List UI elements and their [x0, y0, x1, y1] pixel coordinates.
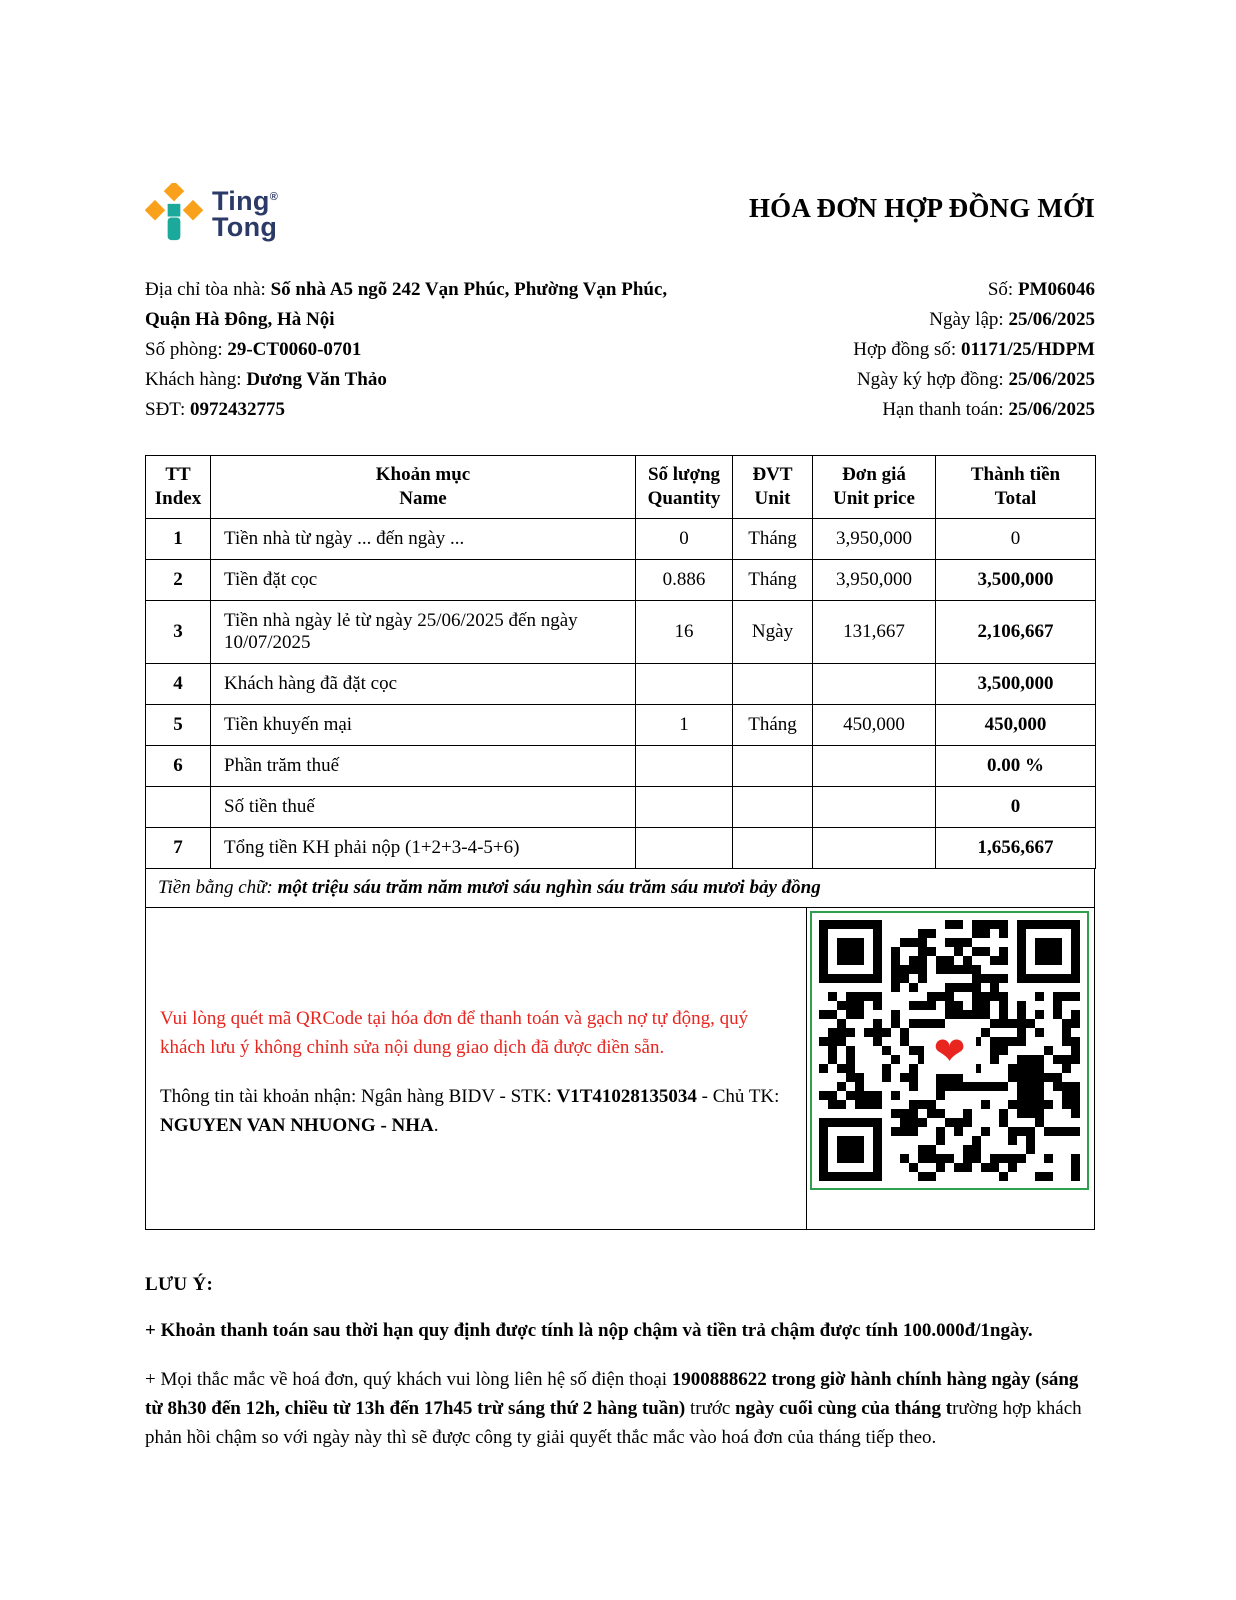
qr-code	[810, 911, 1089, 1190]
customer-phone-label: SĐT:	[145, 399, 190, 420]
logo-text	[212, 184, 278, 240]
payment-section	[145, 908, 1095, 1230]
table-header	[146, 456, 1096, 519]
invoice-number-label: Số:	[987, 279, 1018, 300]
customer-phone-value: 0972432775	[189, 399, 285, 420]
invoice-details	[853, 275, 1095, 425]
customer-info	[145, 275, 690, 425]
contract-number-value: 01171/25/HDPM	[960, 339, 1095, 360]
table-row: 3 Tiền nhà ngày lẻ từ ngày 25/06/2025 đến ngày 10/07/2025 16 Ngày 131,667 2,106,667	[146, 601, 1096, 664]
account-info-suffix: .	[433, 1115, 439, 1136]
table-row: 7 Tổng tiền KH phải nộp (1+2+3-4-5+6) 1,656,667	[146, 828, 1096, 869]
invoice-meta	[145, 275, 1095, 425]
contract-sign-date	[853, 365, 1095, 395]
col-header-total: Thành tiền Total	[936, 456, 1096, 519]
contact-note-part1: + Mọi thắc mắc về hoá đơn, quý khách vui lòng liên hệ số điện thoại	[145, 1369, 672, 1390]
invoice-number-value: PM06046	[1017, 279, 1095, 300]
payment-instructions	[146, 908, 807, 1229]
amount-in-words	[145, 869, 1095, 908]
header	[145, 183, 1095, 241]
late-payment-note: + Khoản thanh toán sau thời hạn quy định được tính là nộp chậm và tiền trả chậm được tính 100.000đ/1ngày.	[145, 1320, 1033, 1341]
table-row: 6 Phần trăm thuế 0.00 %	[146, 746, 1096, 787]
room-number	[145, 335, 690, 365]
building-address-value: Số nhà A5 ngõ 242 Vạn Phúc, Phường Vạn Phúc, Quận Hà Đông, Hà Nội	[145, 279, 668, 330]
payment-due-date	[853, 395, 1095, 425]
tingtong-logo-icon	[145, 183, 203, 241]
issue-date-label: Ngày lập:	[929, 309, 1009, 330]
contract-sign-date-label: Ngày ký hợp đồng:	[856, 369, 1009, 390]
issue-date-value: 25/06/2025	[1008, 309, 1095, 330]
table-row: 1 Tiền nhà từ ngày ... đến ngày ... 0 Tháng 3,950,000 0	[146, 519, 1096, 560]
contract-number-label: Hợp đồng số:	[853, 339, 961, 360]
logo-word-ting	[212, 184, 278, 214]
invoice-title: HÓA ĐƠN HỢP ĐỒNG MỚI	[748, 193, 1095, 223]
building-address	[145, 275, 690, 335]
contact-note	[145, 1365, 1095, 1452]
col-header-index: TT Index	[146, 456, 211, 519]
col-header-quantity: Số lượng Quantity	[636, 456, 733, 519]
logo-ting-label: Ting	[212, 186, 270, 216]
notes-section	[145, 1274, 1095, 1452]
payment-due-date-label: Hạn thanh toán:	[882, 399, 1009, 420]
notes-heading: LƯU Ý:	[145, 1274, 214, 1295]
heart-icon: ❤	[924, 1028, 976, 1074]
contract-number	[853, 335, 1095, 365]
customer-phone	[145, 395, 690, 425]
room-number-label: Số phòng:	[145, 339, 228, 360]
customer-name	[145, 365, 690, 395]
contact-note-hotline: 1900888622 trong giờ hành chính hàng ngày (sáng từ 8h30 đến 12h, chiều từ 13h đến 17h45 trừ sáng thứ 2 hàng tuần)	[145, 1369, 1079, 1419]
col-header-unit: ĐVT Unit	[733, 456, 813, 519]
table-row: Số tiền thuế 0	[146, 787, 1096, 828]
col-header-name: Khoản mục Name	[211, 456, 636, 519]
customer-name-value: Dương Văn Thảo	[246, 369, 387, 390]
tingtong-logo	[145, 183, 278, 241]
invoice-number	[853, 275, 1095, 305]
contract-sign-date-value: 25/06/2025	[1008, 369, 1095, 390]
table-row: 2 Tiền đặt cọc 0.886 Tháng 3,950,000 3,500,000	[146, 560, 1096, 601]
amount-in-words-label: Tiền bằng chữ:	[158, 877, 278, 898]
account-holder: NGUYEN VAN NHUONG - NHA	[160, 1115, 434, 1136]
building-address-label: Địa chỉ tòa nhà:	[145, 279, 271, 300]
qr-warning-text: Vui lòng quét mã QRCode tại hóa đơn để thanh toán và gạch nợ tự động, quý khách lưu ý không chỉnh sửa nội dung giao dịch đã được điền sẵn.	[160, 1008, 749, 1058]
contact-note-deadline: ngày cuối cùng của tháng t	[735, 1398, 953, 1419]
table-body	[146, 519, 1096, 869]
account-info	[160, 1082, 780, 1140]
table-row: 5 Tiền khuyến mại 1 Tháng 450,000 450,000	[146, 705, 1096, 746]
contact-note-part3: rường hợp khách phản hồi chậm so với ngày này thì sẽ được công ty giải quyết thắc mắc vào hoá đơn của tháng tiếp theo.	[145, 1398, 1082, 1448]
room-number-value: 29-CT0060-0701	[227, 339, 362, 360]
registered-mark: ®	[269, 191, 279, 203]
table-row: 4 Khách hàng đã đặt cọc 3,500,000	[146, 664, 1096, 705]
account-info-prefix: Thông tin tài khoản nhận: Ngân hàng BIDV - STK:	[160, 1086, 557, 1107]
qr-cell	[807, 908, 1094, 1229]
amount-in-words-value: một triệu sáu trăm năm mươi sáu nghìn sáu trăm sáu mươi bảy đồng	[277, 877, 821, 898]
account-info-middle: - Chủ TK:	[696, 1086, 780, 1107]
invoice-table	[145, 455, 1096, 869]
contact-note-part2: trước	[685, 1398, 736, 1419]
issue-date	[853, 305, 1095, 335]
col-header-unit-price: Đơn giá Unit price	[813, 456, 936, 519]
logo-word-tong: Tong	[212, 212, 278, 242]
customer-name-label: Khách hàng:	[145, 369, 247, 390]
payment-due-date-value: 25/06/2025	[1008, 399, 1095, 420]
account-number: V1T41028135034	[556, 1086, 697, 1107]
